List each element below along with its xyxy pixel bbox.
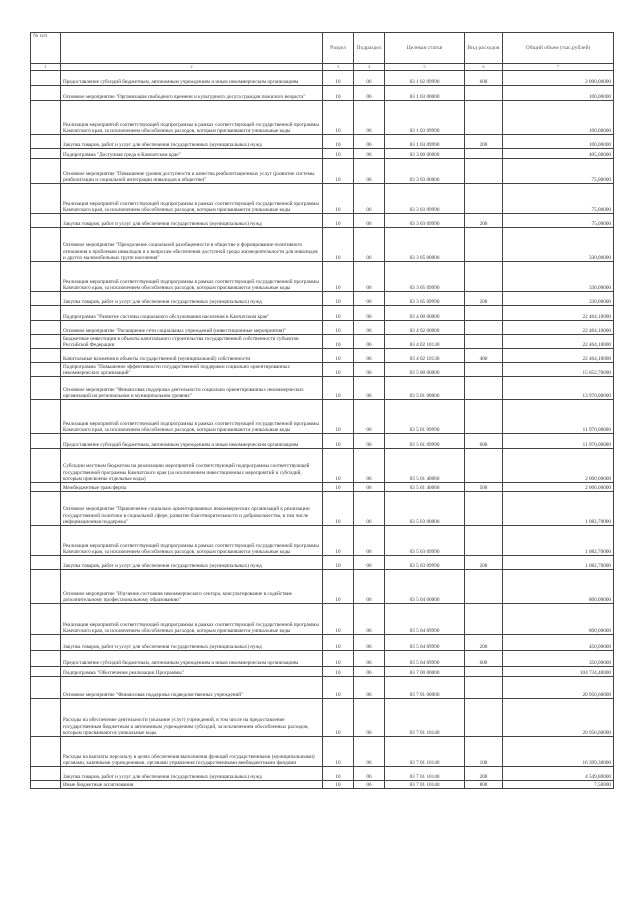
table-row xyxy=(31,526,614,556)
row-amount-cell: 20 956,60000 xyxy=(503,699,614,737)
row-name-cell: Закупка товаров, работ и услуг для обеспечения государственных (муниципальных) нужд xyxy=(61,556,323,570)
row-target-article-cell: 03 4 02 10130 xyxy=(385,335,465,349)
row-target-article-cell: 03 7 01 10140 xyxy=(385,781,465,789)
row-subsection-cell: 06 xyxy=(354,159,385,184)
table-row xyxy=(31,570,614,604)
row-section-cell: 10 xyxy=(323,149,354,159)
table-row xyxy=(31,184,614,214)
row-target-article-cell: 03 5 01 09990 xyxy=(385,434,465,449)
row-amount-cell: 405,00000 xyxy=(503,149,614,159)
row-subsection-cell: 06 xyxy=(354,262,385,292)
row-subsection-cell: 06 xyxy=(354,699,385,737)
row-number-cell xyxy=(31,377,61,400)
row-subsection-cell: 06 xyxy=(354,321,385,335)
row-amount-cell: 4 549,80000 xyxy=(503,767,614,781)
table-row xyxy=(31,363,614,377)
row-subsection-cell: 06 xyxy=(354,71,385,86)
column-number: 5 xyxy=(385,64,465,71)
row-number-cell xyxy=(31,228,61,262)
row-subsection-cell: 06 xyxy=(354,434,385,449)
table-row xyxy=(31,86,614,101)
row-subsection-cell: 06 xyxy=(354,306,385,321)
row-target-article-cell: 03 5 04 09990 xyxy=(385,604,465,635)
row-expense-type-cell xyxy=(465,363,503,377)
row-expense-type-cell: 600 xyxy=(465,71,503,86)
row-name-cell: Основное мероприятие "Преодоление социальной разобщенности в обществе и формирование позитивного отношения к проблемам инвалидов и к вопросам обеспечения доступной среды жизнедеятельности для инвалидов и других маломобильных групп населения" xyxy=(61,228,323,262)
row-name-cell: Подпрограмма "Повышение эффективности государственной поддержки социально ориентированных некоммерческих организаций" xyxy=(61,363,323,377)
row-subsection-cell: 06 xyxy=(354,377,385,400)
row-subsection-cell: 06 xyxy=(354,184,385,214)
row-section-cell: 10 xyxy=(323,492,354,526)
row-target-article-cell: 03 3 03 09990 xyxy=(385,214,465,228)
row-expense-type-cell: 200 xyxy=(465,292,503,306)
row-number-cell xyxy=(31,667,61,677)
row-section-cell: 10 xyxy=(323,184,354,214)
row-section-cell: 10 xyxy=(323,434,354,449)
row-amount-cell: 1 082,70000 xyxy=(503,492,614,526)
row-amount-cell: 1 082,70000 xyxy=(503,556,614,570)
header-expense-type: Вид расходов xyxy=(465,33,503,64)
column-number: 3 xyxy=(323,64,354,71)
row-section-cell: 10 xyxy=(323,767,354,781)
row-subsection-cell: 06 xyxy=(354,292,385,306)
row-amount-cell: 330,00000 xyxy=(503,292,614,306)
row-expense-type-cell xyxy=(465,184,503,214)
row-subsection-cell: 06 xyxy=(354,101,385,135)
row-amount-cell: 22 464,10000 xyxy=(503,306,614,321)
row-number-cell xyxy=(31,492,61,526)
row-section-cell: 10 xyxy=(323,737,354,767)
row-section-cell: 10 xyxy=(323,400,354,434)
table-row xyxy=(31,400,614,434)
row-section-cell: 10 xyxy=(323,349,354,363)
row-amount-cell: 100,00000 xyxy=(503,135,614,149)
row-target-article-cell: 03 3 05 09990 xyxy=(385,262,465,292)
row-section-cell: 10 xyxy=(323,228,354,262)
column-number: 6 xyxy=(465,64,503,71)
row-subsection-cell: 06 xyxy=(354,449,385,483)
row-name-cell: Закупка товаров, работ и услуг для обеспечения государственных (муниципальных) нужд xyxy=(61,635,323,651)
row-amount-cell: 100,00000 xyxy=(503,101,614,135)
row-number-cell xyxy=(31,483,61,492)
table-row xyxy=(31,214,614,228)
header-number: № п/п xyxy=(31,33,61,64)
row-target-article-cell: 03 4 00 00000 xyxy=(385,306,465,321)
row-number-cell xyxy=(31,677,61,699)
row-name-cell: Реализация мероприятий соответствующей подпрограммы в рамках соответствующей государственной программы Камчатского края, за исключением обособленных расходов, которым присваиваются уникальные коды xyxy=(61,400,323,434)
row-amount-cell: 2 000,00000 xyxy=(503,449,614,483)
table-row xyxy=(31,135,614,149)
row-target-article-cell: 03 3 00 00000 xyxy=(385,149,465,159)
table-row xyxy=(31,556,614,570)
row-name-cell: Основное мероприятие "Финансовая поддержка подведомственных учреждений" xyxy=(61,677,323,699)
row-expense-type-cell xyxy=(465,306,503,321)
row-number-cell xyxy=(31,526,61,556)
row-amount-cell: 2 000,00000 xyxy=(503,483,614,492)
row-section-cell: 10 xyxy=(323,556,354,570)
table-row xyxy=(31,483,614,492)
table-row xyxy=(31,101,614,135)
row-section-cell: 10 xyxy=(323,377,354,400)
row-target-article-cell: 03 1 03 00000 xyxy=(385,86,465,101)
row-expense-type-cell xyxy=(465,400,503,434)
table-row xyxy=(31,71,614,86)
row-section-cell: 10 xyxy=(323,667,354,677)
table-row xyxy=(31,306,614,321)
row-number-cell xyxy=(31,306,61,321)
row-name-cell: Основное мероприятие "Изучение состояния некоммерческого сектора, консультирование в содействие дополнительному профессиональному образованию" xyxy=(61,570,323,604)
row-section-cell: 10 xyxy=(323,214,354,228)
row-name-cell: Подпрограмма "Доступная среда в Камчатском крае" xyxy=(61,149,323,159)
row-subsection-cell: 06 xyxy=(354,781,385,789)
row-amount-cell: 104 734,40000 xyxy=(503,667,614,677)
row-name-cell: Предоставление субсидий бюджетным, автономным учреждениям и иным некоммерческим организациям xyxy=(61,434,323,449)
header-total-amount: Общий объем (тыс.рублей) xyxy=(503,33,614,64)
row-amount-cell: 800,00000 xyxy=(503,570,614,604)
row-amount-cell: 330,00000 xyxy=(503,262,614,292)
row-expense-type-cell: 600 xyxy=(465,651,503,667)
column-number: 2 xyxy=(61,64,323,71)
row-expense-type-cell xyxy=(465,492,503,526)
row-expense-type-cell xyxy=(465,86,503,101)
table-row xyxy=(31,377,614,400)
row-amount-cell: 800,00000 xyxy=(503,604,614,635)
row-number-cell xyxy=(31,214,61,228)
row-subsection-cell: 06 xyxy=(354,737,385,767)
row-number-cell xyxy=(31,101,61,135)
row-name-cell: Основное мероприятие "Финансовая поддержка деятельности социально ориентированных некоммерческих организаций на региональном и муниципальном уровнях" xyxy=(61,377,323,400)
row-number-cell xyxy=(31,159,61,184)
header-name xyxy=(61,33,323,64)
row-name-cell: Основное мероприятие "Расширение сети социальных учреждений (инвестиционные мероприятия)" xyxy=(61,321,323,335)
row-name-cell: Подпрограмма "Обеспечение реализации Программы" xyxy=(61,667,323,677)
row-number-cell xyxy=(31,604,61,635)
row-subsection-cell: 06 xyxy=(354,400,385,434)
row-section-cell: 10 xyxy=(323,699,354,737)
table-row xyxy=(31,449,614,483)
row-amount-cell: 100,00000 xyxy=(503,86,614,101)
row-subsection-cell: 06 xyxy=(354,677,385,699)
row-amount-cell: 22 464,10000 xyxy=(503,321,614,335)
row-expense-type-cell xyxy=(465,335,503,349)
row-subsection-cell: 06 xyxy=(354,228,385,262)
row-expense-type-cell xyxy=(465,159,503,184)
row-number-cell xyxy=(31,434,61,449)
row-expense-type-cell xyxy=(465,677,503,699)
row-expense-type-cell: 200 xyxy=(465,214,503,228)
row-name-cell: Подпрограмма "Развитие системы социального обслуживания населения в Камчатском крае" xyxy=(61,306,323,321)
row-number-cell xyxy=(31,699,61,737)
row-number-cell xyxy=(31,651,61,667)
row-section-cell: 10 xyxy=(323,306,354,321)
row-subsection-cell: 06 xyxy=(354,363,385,377)
table-header-row xyxy=(31,33,614,64)
row-target-article-cell: 03 7 01 00000 xyxy=(385,677,465,699)
row-amount-cell: 75,00000 xyxy=(503,214,614,228)
row-number-cell xyxy=(31,321,61,335)
table-row xyxy=(31,677,614,699)
row-section-cell: 10 xyxy=(323,335,354,349)
row-number-cell xyxy=(31,135,61,149)
header-section: Раздел xyxy=(323,33,354,64)
row-section-cell: 10 xyxy=(323,677,354,699)
row-section-cell: 10 xyxy=(323,635,354,651)
row-amount-cell: 450,00000 xyxy=(503,635,614,651)
row-name-cell: Капитальные вложения в объекты государственной (муниципальной) собственности xyxy=(61,349,323,363)
row-subsection-cell: 06 xyxy=(354,492,385,526)
row-amount-cell: 22 464,10000 xyxy=(503,335,614,349)
row-target-article-cell: 03 7 00 00000 xyxy=(385,667,465,677)
row-number-cell xyxy=(31,737,61,767)
table-row xyxy=(31,321,614,335)
row-amount-cell: 2 000,00000 xyxy=(503,71,614,86)
row-section-cell: 10 xyxy=(323,321,354,335)
row-section-cell: 10 xyxy=(323,262,354,292)
row-amount-cell: 1 082,70000 xyxy=(503,526,614,556)
row-target-article-cell: 03 4 02 10130 xyxy=(385,349,465,363)
row-name-cell: Предоставление субсидий бюджетным, автономным учреждениям и иным некоммерческим организациям xyxy=(61,71,323,86)
table-row xyxy=(31,149,614,159)
row-expense-type-cell xyxy=(465,699,503,737)
row-name-cell: Реализация мероприятий соответствующей подпрограммы в рамках соответствующей государственной программы Камчатского края, за исключением обособленных расходов, которым присваиваются уникальные коды xyxy=(61,526,323,556)
row-target-article-cell: 03 4 02 00000 xyxy=(385,321,465,335)
row-subsection-cell: 06 xyxy=(354,135,385,149)
row-number-cell xyxy=(31,767,61,781)
row-name-cell: Реализация мероприятий соответствующей подпрограммы в рамках соответствующей государственной программы Камчатского края, за исключением обособленных расходов, которым присваиваются уникальные коды xyxy=(61,101,323,135)
row-amount-cell: 75,00000 xyxy=(503,184,614,214)
row-target-article-cell: 03 5 04 09990 xyxy=(385,635,465,651)
row-amount-cell: 330,00000 xyxy=(503,228,614,262)
table-row xyxy=(31,335,614,349)
column-number: 4 xyxy=(354,64,385,71)
table-row xyxy=(31,604,614,635)
row-section-cell: 10 xyxy=(323,483,354,492)
row-target-article-cell: 03 7 01 10140 xyxy=(385,767,465,781)
row-number-cell xyxy=(31,149,61,159)
row-section-cell: 10 xyxy=(323,86,354,101)
row-expense-type-cell: 600 xyxy=(465,434,503,449)
row-name-cell: Закупка товаров, работ и услуг для обеспечения государственных (муниципальных) нужд xyxy=(61,767,323,781)
header-subsection: Подраздел xyxy=(354,33,385,64)
row-section-cell: 10 xyxy=(323,159,354,184)
row-number-cell xyxy=(31,349,61,363)
row-target-article-cell: 03 5 01 00000 xyxy=(385,377,465,400)
table-row xyxy=(31,492,614,526)
row-expense-type-cell xyxy=(465,321,503,335)
row-number-cell xyxy=(31,86,61,101)
row-name-cell: Закупка товаров, работ и услуг для обеспечения государственных (муниципальных) нужд xyxy=(61,292,323,306)
row-section-cell: 10 xyxy=(323,71,354,86)
row-expense-type-cell: 500 xyxy=(465,483,503,492)
table-row xyxy=(31,228,614,262)
row-name-cell: Расходы на выплаты персоналу в целях обеспечения выполнения функций государственными (муниципальными) органами, казенными учреждениями, органами управления государственными внебюджетными фондами xyxy=(61,737,323,767)
row-name-cell: Основное мероприятие "Повышение уровня доступности и качества реабилитационных услуг (развитие системы реабилитации и социальной интеграции инвалидов в обществе)" xyxy=(61,159,323,184)
row-expense-type-cell: 200 xyxy=(465,135,503,149)
row-expense-type-cell: 200 xyxy=(465,767,503,781)
column-number: 7 xyxy=(503,64,614,71)
row-amount-cell: 11 970,00000 xyxy=(503,434,614,449)
column-number-row xyxy=(31,64,614,71)
row-expense-type-cell xyxy=(465,604,503,635)
row-target-article-cell: 03 5 03 00000 xyxy=(385,492,465,526)
row-amount-cell: 11 970,00000 xyxy=(503,400,614,434)
row-section-cell: 10 xyxy=(323,363,354,377)
row-subsection-cell: 06 xyxy=(354,767,385,781)
row-section-cell: 10 xyxy=(323,570,354,604)
row-target-article-cell: 03 3 03 09990 xyxy=(385,184,465,214)
table-row xyxy=(31,159,614,184)
row-number-cell xyxy=(31,635,61,651)
table-row xyxy=(31,737,614,767)
row-subsection-cell: 06 xyxy=(354,483,385,492)
row-expense-type-cell: 800 xyxy=(465,781,503,789)
row-subsection-cell: 06 xyxy=(354,149,385,159)
row-name-cell: Закупка товаров, работ и услуг для обеспечения государственных (муниципальных) нужд xyxy=(61,214,323,228)
row-target-article-cell: 03 5 04 00000 xyxy=(385,570,465,604)
row-target-article-cell: 03 5 01 09990 xyxy=(385,400,465,434)
row-number-cell xyxy=(31,292,61,306)
row-target-article-cell: 03 3 05 00000 xyxy=(385,228,465,262)
row-amount-cell: 75,00000 xyxy=(503,159,614,184)
row-expense-type-cell xyxy=(465,228,503,262)
table-row xyxy=(31,635,614,651)
row-amount-cell: 13 970,00000 xyxy=(503,377,614,400)
row-target-article-cell: 03 3 03 00000 xyxy=(385,159,465,184)
row-number-cell xyxy=(31,570,61,604)
table-row xyxy=(31,767,614,781)
row-expense-type-cell xyxy=(465,526,503,556)
row-amount-cell: 22 464,10000 xyxy=(503,349,614,363)
row-number-cell xyxy=(31,335,61,349)
row-expense-type-cell xyxy=(465,449,503,483)
row-target-article-cell: 03 7 01 10140 xyxy=(385,737,465,767)
row-section-cell: 10 xyxy=(323,135,354,149)
row-expense-type-cell: 200 xyxy=(465,556,503,570)
row-target-article-cell: 03 5 00 00000 xyxy=(385,363,465,377)
row-subsection-cell: 06 xyxy=(354,635,385,651)
table-body xyxy=(31,71,614,789)
row-name-cell: Субсидии местным бюджетам на реализацию мероприятий соответствующей подпрограммы соответствующей государственной программы Камчатского края (за исключением инвестиционных мероприятий и субсидий, которым присвоены отдельные коды) xyxy=(61,449,323,483)
row-subsection-cell: 06 xyxy=(354,349,385,363)
header-target-article: Целевая статья xyxy=(385,33,465,64)
row-subsection-cell: 06 xyxy=(354,526,385,556)
row-expense-type-cell: 400 xyxy=(465,349,503,363)
row-target-article-cell: 03 5 03 09990 xyxy=(385,526,465,556)
budget-document-page xyxy=(30,32,613,789)
row-name-cell: Реализация мероприятий соответствующей подпрограммы в рамках соответствующей государственной программы Камчатского края, за исключением обособленных расходов, которым присваиваются уникальные коды xyxy=(61,604,323,635)
row-number-cell xyxy=(31,71,61,86)
row-section-cell: 10 xyxy=(323,526,354,556)
row-target-article-cell: 03 7 01 10140 xyxy=(385,699,465,737)
row-subsection-cell: 06 xyxy=(354,667,385,677)
row-name-cell: Бюджетные инвестиции в объекты капитального строительства государственной собственности субъектов Российской Федерации xyxy=(61,335,323,349)
row-amount-cell: 16 399,30000 xyxy=(503,737,614,767)
row-subsection-cell: 06 xyxy=(354,556,385,570)
row-target-article-cell: 03 5 03 09990 xyxy=(385,556,465,570)
table-row xyxy=(31,349,614,363)
row-number-cell xyxy=(31,262,61,292)
row-amount-cell: 15 852,70000 xyxy=(503,363,614,377)
table-row xyxy=(31,667,614,677)
row-name-cell: Реализация мероприятий соответствующей подпрограммы в рамках соответствующей государственной программы Камчатского края, за исключением обособленных расходов, которым присваиваются уникальные коды xyxy=(61,184,323,214)
row-subsection-cell: 06 xyxy=(354,570,385,604)
row-target-article-cell: 03 5 01 40060 xyxy=(385,483,465,492)
row-amount-cell: 20 956,60000 xyxy=(503,677,614,699)
row-subsection-cell: 06 xyxy=(354,651,385,667)
row-name-cell: Основное мероприятие "Организация свободного времени и культурного досуга граждан пожилого возраста" xyxy=(61,86,323,101)
table-row xyxy=(31,699,614,737)
row-name-cell: Расходы на обеспечение деятельности (оказание услуг) учреждений, в том числе на предоставление государственным бюджетным и автономным учреждениям субсидий, за исключением обособленных расходов, которым присваиваются уникальные коды xyxy=(61,699,323,737)
row-expense-type-cell xyxy=(465,149,503,159)
row-subsection-cell: 06 xyxy=(354,604,385,635)
row-name-cell: Основное мероприятие "Привлечение социально ориентированных некоммерческих организаций к реализации государственной политики в социальной сфере, развитие благотворительности и добровольчества, в том числе информационная поддержка" xyxy=(61,492,323,526)
table-row xyxy=(31,781,614,789)
row-section-cell: 10 xyxy=(323,449,354,483)
row-section-cell: 10 xyxy=(323,651,354,667)
row-name-cell: Иные бюджетные ассигнования xyxy=(61,781,323,789)
row-number-cell xyxy=(31,449,61,483)
row-expense-type-cell: 100 xyxy=(465,737,503,767)
row-expense-type-cell xyxy=(465,262,503,292)
row-name-cell: Реализация мероприятий соответствующей подпрограммы в рамках соответствующей государственной программы Камчатского края, за исключением обособленных расходов, которым присваиваются уникальные коды xyxy=(61,262,323,292)
row-subsection-cell: 06 xyxy=(354,86,385,101)
column-number: 1 xyxy=(31,64,61,71)
row-expense-type-cell xyxy=(465,101,503,135)
budget-table xyxy=(30,32,614,789)
row-section-cell: 10 xyxy=(323,101,354,135)
row-target-article-cell: 03 1 03 09990 xyxy=(385,101,465,135)
row-subsection-cell: 06 xyxy=(354,214,385,228)
row-subsection-cell: 06 xyxy=(354,335,385,349)
row-target-article-cell: 03 1 02 09990 xyxy=(385,71,465,86)
row-expense-type-cell xyxy=(465,377,503,400)
row-section-cell: 10 xyxy=(323,292,354,306)
row-target-article-cell: 03 5 01 40060 xyxy=(385,449,465,483)
row-number-cell xyxy=(31,363,61,377)
row-name-cell: Закупка товаров, работ и услуг для обеспечения государственных (муниципальных) нужд xyxy=(61,135,323,149)
row-section-cell: 10 xyxy=(323,781,354,789)
table-row xyxy=(31,651,614,667)
row-name-cell: Межбюджетные трансферты xyxy=(61,483,323,492)
row-number-cell xyxy=(31,184,61,214)
table-row xyxy=(31,434,614,449)
row-number-cell xyxy=(31,400,61,434)
row-section-cell: 10 xyxy=(323,604,354,635)
row-amount-cell: 7,50000 xyxy=(503,781,614,789)
row-amount-cell: 350,00000 xyxy=(503,651,614,667)
row-name-cell: Предоставление субсидий бюджетным, автономным учреждениям и иным некоммерческим организациям xyxy=(61,651,323,667)
row-expense-type-cell xyxy=(465,570,503,604)
row-expense-type-cell: 200 xyxy=(465,635,503,651)
row-expense-type-cell xyxy=(465,667,503,677)
table-row xyxy=(31,292,614,306)
row-target-article-cell: 03 5 04 09990 xyxy=(385,651,465,667)
row-target-article-cell: 03 1 03 09990 xyxy=(385,135,465,149)
row-number-cell xyxy=(31,556,61,570)
row-target-article-cell: 03 3 05 09990 xyxy=(385,292,465,306)
table-row xyxy=(31,262,614,292)
row-number-cell xyxy=(31,781,61,789)
